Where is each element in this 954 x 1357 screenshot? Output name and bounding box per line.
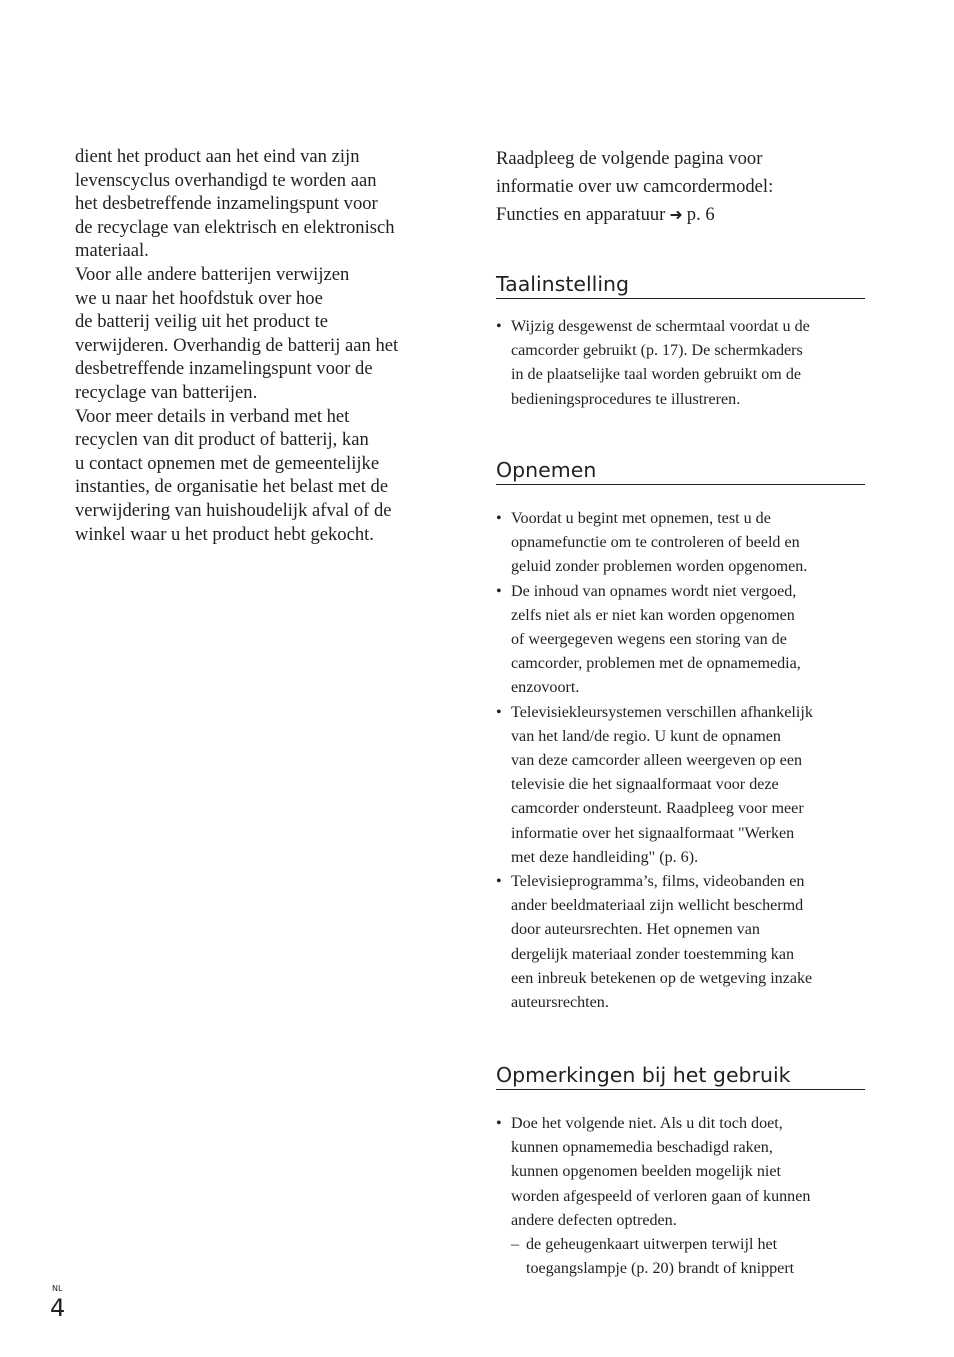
list-item-line: Televisiekleursystemen verschillen afhankelijk bbox=[511, 703, 813, 721]
section-heading-taalinstelling: Taalinstelling bbox=[496, 271, 865, 299]
list-item-line: kunnen opgenomen beelden mogelijk niet bbox=[511, 1163, 781, 1181]
list-item-line: televisie die het signaalformaat voor deze bbox=[511, 776, 779, 794]
list-item-line: Doe het volgende niet. Als u dit toch doet, bbox=[511, 1115, 783, 1132]
list-item-line: enzovoort. bbox=[511, 679, 580, 697]
intro-paragraph bbox=[496, 145, 866, 229]
body-line: recyclen van dit product of batterij, kan bbox=[75, 429, 369, 451]
list-item-line: camcorder ondersteunt. Raadpleeg voor meer bbox=[511, 800, 804, 818]
list-item-line: Wijzig desgewenst de schermtaal voordat u de bbox=[511, 318, 810, 335]
list-item-line: bedieningsprocedures te illustreren. bbox=[511, 390, 741, 408]
body-line: winkel waar u het product hebt gekocht. bbox=[75, 523, 374, 545]
list-item-line: in de plaatselijke taal worden gebruikt om de bbox=[511, 366, 802, 384]
sub-list-item-line: toegangslampje (p. 20) brandt of knippert bbox=[526, 1260, 795, 1278]
list-item-line: worden afgespeeld of verloren gaan of kunnen bbox=[511, 1187, 811, 1205]
list-item-line: kunnen opnamemedia beschadigd raken, bbox=[511, 1139, 773, 1157]
body-line: u contact opnemen met de gemeentelijke bbox=[75, 452, 380, 474]
list-item-line: De inhoud van opnames wordt niet vergoed, bbox=[511, 582, 797, 600]
list-item bbox=[496, 1112, 866, 1281]
arrow-right-icon: ➜ bbox=[669, 205, 683, 224]
body-line: de batterij veilig uit het product te bbox=[75, 311, 329, 333]
list-item-line: informatie over het signaalformaat "Werken bbox=[511, 824, 795, 842]
right-text-column bbox=[496, 145, 866, 1278]
list-item-line: met deze handleiding" (p. 6). bbox=[511, 848, 699, 866]
list-item-line: camcorder, problemen met de opnamemedia, bbox=[511, 655, 801, 673]
intro-line: informatie over uw camcordermodel: bbox=[496, 176, 774, 197]
intro-line: Raadpleeg de volgende pagina voor bbox=[496, 148, 763, 169]
body-line: we u naar het hoofdstuk over hoe bbox=[75, 287, 323, 309]
bullet-icon: • bbox=[496, 873, 502, 891]
page-language-code: NL bbox=[52, 1284, 63, 1293]
list-item-line: van het land/de regio. U kunt de opnamen bbox=[511, 727, 781, 745]
list-item-line: camcorder gebruikt (p. 17). De schermkaders bbox=[511, 342, 803, 360]
section-heading-opmerkingen: Opmerkingen bij het gebruik bbox=[496, 1062, 865, 1090]
list-item-line: zelfs niet als er niet kan worden opgenomen bbox=[511, 606, 795, 624]
list-item-line: door auteursrechten. Het opnemen van bbox=[511, 921, 760, 939]
list-item-line: geluid zonder problemen worden opgenomen. bbox=[511, 558, 808, 576]
page-number: 4 bbox=[50, 1294, 66, 1322]
list-item-line: Televisieprogramma’s, films, videobanden en bbox=[511, 873, 805, 891]
list-item bbox=[496, 870, 866, 1015]
body-line: instanties, de organisatie het belast met de bbox=[75, 476, 389, 498]
bullet-list-opnemen bbox=[496, 507, 866, 1015]
sub-list-item bbox=[511, 1233, 866, 1281]
list-item-line: Voordat u begint met opnemen, test u de bbox=[511, 510, 771, 527]
bullet-icon: • bbox=[496, 1115, 502, 1132]
body-line: dient het product aan het eind van zijn bbox=[75, 146, 360, 167]
body-line: Voor meer details in verband met het bbox=[75, 405, 350, 427]
list-item bbox=[496, 580, 866, 701]
list-item bbox=[496, 701, 866, 870]
body-line: Voor alle andere batterijen verwijzen bbox=[75, 263, 350, 285]
sub-list-item-line: de geheugenkaart uitwerpen terwijl het bbox=[526, 1236, 778, 1254]
list-item-line: andere defecten optreden. bbox=[511, 1211, 677, 1229]
body-line: verwijderen. Overhandig de batterij aan het bbox=[75, 334, 399, 356]
body-line: het desbetreffende inzamelingspunt voor bbox=[75, 193, 378, 215]
dash-icon: – bbox=[511, 1236, 520, 1254]
page-reference-link[interactable]: p. 6 bbox=[686, 204, 715, 225]
list-item-line: een inbreuk betekenen op de wetgeving inzake bbox=[511, 969, 813, 987]
list-item-line: ander beeldmateriaal zijn wellicht beschermd bbox=[511, 897, 804, 915]
bullet-icon: • bbox=[496, 582, 502, 600]
list-item-line: opnamefunctie om te controleren of beeld en bbox=[511, 534, 800, 552]
left-text-column bbox=[75, 145, 447, 546]
bullet-list-taalinstelling bbox=[496, 315, 866, 412]
body-line: verwijdering van huishoudelijk afval of de bbox=[75, 499, 392, 521]
bullet-icon: • bbox=[496, 510, 502, 527]
intro-reference-text: Functies en apparatuur bbox=[496, 204, 666, 225]
list-item-line: van deze camcorder alleen weergeven op een bbox=[511, 752, 803, 770]
body-line: levenscyclus overhandigd te worden aan bbox=[75, 169, 377, 191]
section-heading-opnemen: Opnemen bbox=[496, 457, 865, 485]
body-line: materiaal. bbox=[75, 240, 149, 262]
list-item-line: of weergegeven wegens een storing van de bbox=[511, 631, 787, 649]
body-line: desbetreffende inzamelingspunt voor de bbox=[75, 358, 373, 380]
body-line: de recyclage van elektrisch en elektronisch bbox=[75, 216, 395, 238]
bullet-list-opmerkingen bbox=[496, 1112, 866, 1281]
list-item bbox=[496, 315, 866, 412]
body-line: recyclage van batterijen. bbox=[75, 381, 258, 403]
bullet-icon: • bbox=[496, 703, 502, 721]
intro-reference-line bbox=[496, 201, 866, 229]
list-item bbox=[496, 507, 866, 580]
bullet-icon: • bbox=[496, 318, 502, 335]
list-item-line: auteursrechten. bbox=[511, 994, 609, 1012]
list-item-line: dergelijk materiaal zonder toestemming kan bbox=[511, 945, 795, 963]
